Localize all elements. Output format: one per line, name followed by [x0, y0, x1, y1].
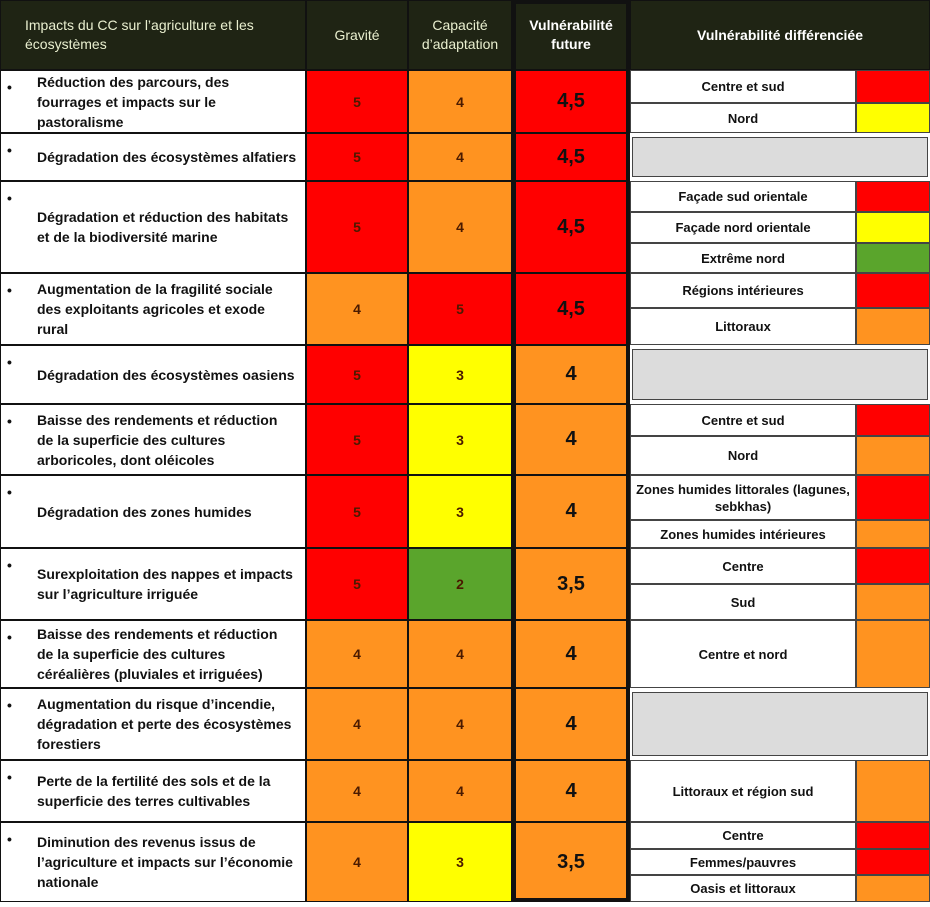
bullet-icon: •	[7, 142, 12, 158]
gravite-cell-text: 4	[353, 854, 361, 870]
impact-text: Réduction des parcours, des fourrages et impacts sur le pastoralisme	[37, 73, 230, 130]
region-label-cell	[630, 620, 856, 688]
capacite-cell	[408, 822, 512, 902]
region-label-cell	[630, 822, 856, 849]
header-vulnerabilite-text: Vulnérabilité future	[529, 17, 613, 52]
region-label-cell-text: Femmes/pauvres	[689, 854, 797, 870]
capacite-cell-text: 3	[456, 503, 464, 520]
vulnerabilite-cell	[512, 620, 630, 688]
region-color-swatch	[856, 620, 930, 688]
gravite-cell	[306, 620, 408, 688]
header-impacts	[0, 0, 306, 70]
bullet-icon: •	[7, 557, 12, 573]
capacite-cell	[408, 273, 512, 345]
vulnerabilite-cell	[512, 760, 630, 822]
header-capacite	[408, 0, 512, 70]
gravite-cell-text: 5	[353, 93, 361, 110]
region-label-cell	[630, 849, 856, 875]
vulnerabilite-cell	[512, 133, 630, 181]
gravite-cell-text: 5	[353, 149, 361, 165]
region-color-swatch	[856, 212, 930, 243]
region-label-cell-text: Zones humides intérieures	[660, 526, 826, 542]
vulnerabilite-cell-text: 4,5	[557, 90, 585, 112]
region-label-cell-text: Zones humides littorales (lagunes, sebkhas)	[636, 481, 850, 514]
region-color-swatch	[856, 760, 930, 822]
capacite-cell	[408, 760, 512, 822]
region-color-swatch	[856, 548, 930, 584]
region-color-swatch	[856, 520, 930, 548]
gravite-cell	[306, 688, 408, 760]
impact-cell	[0, 345, 306, 404]
vulnerabilite-cell	[512, 822, 630, 902]
vulnerabilite-cell	[512, 475, 630, 548]
region-label-cell	[630, 273, 856, 308]
gravite-cell	[306, 345, 408, 404]
region-label-cell-text: Sud	[730, 594, 756, 610]
gravite-cell-text: 5	[353, 219, 361, 235]
gravite-cell	[306, 404, 408, 475]
impact-cell	[0, 760, 306, 822]
gravite-cell	[306, 475, 408, 548]
region-label-cell-text: Littoraux	[715, 319, 771, 334]
region-label-cell	[630, 308, 856, 345]
bullet-icon: •	[7, 354, 12, 370]
capacite-cell	[408, 548, 512, 620]
impact-text: Dégradation et réduction des habitats et de la biodiversité marine	[37, 209, 289, 245]
region-label-cell	[630, 181, 856, 212]
header-differenciee	[630, 0, 930, 70]
region-color-swatch	[856, 475, 930, 520]
region-label-cell-text: Littoraux et région sud	[672, 783, 814, 799]
vulnerabilite-cell	[512, 548, 630, 620]
vulnerabilite-cell-text: 4,5	[557, 145, 585, 168]
header-capacite-text: Capacité d’adaptation	[421, 17, 499, 52]
region-label-cell-text: Centre	[722, 558, 764, 574]
header-gravite	[306, 0, 408, 70]
impact-text: Baisse des rendements et réduction de la superficie des cultures arboricoles, dont oléicoles	[37, 411, 278, 468]
region-label-cell	[630, 475, 856, 520]
impact-text: Perte de la fertilité des sols et de la superficie des terres cultivables	[37, 773, 271, 809]
impact-text: Augmentation du risque d’incendie, dégradation et perte des écosystèmes forestiers	[37, 696, 292, 752]
region-color-swatch	[856, 181, 930, 212]
gravite-cell	[306, 760, 408, 822]
region-color-swatch	[856, 243, 930, 273]
region-color-swatch	[856, 822, 930, 849]
impact-cell	[0, 273, 306, 345]
capacite-cell-text: 4	[456, 783, 464, 799]
gravite-cell	[306, 822, 408, 902]
region-label-cell-text: Régions intérieures	[682, 283, 804, 298]
capacite-cell	[408, 70, 512, 133]
impact-text: Baisse des rendements et réduction de la superficie des cultures céréalières (pluviales et irriguées)	[37, 626, 278, 682]
region-label-cell	[630, 103, 856, 133]
header-vulnerabilite	[512, 0, 630, 70]
bullet-icon: •	[7, 484, 12, 500]
vulnerabilite-cell-text: 3,5	[557, 850, 585, 873]
region-color-swatch	[856, 273, 930, 308]
bullet-icon: •	[7, 769, 12, 785]
capacite-cell	[408, 620, 512, 688]
vulnerabilite-cell-text: 4	[565, 500, 577, 522]
impact-text: Dégradation des écosystèmes oasiens	[37, 366, 295, 383]
gravite-cell	[306, 181, 408, 273]
region-color-swatch	[856, 70, 930, 103]
capacite-cell	[408, 475, 512, 548]
capacite-cell-text: 5	[456, 301, 464, 317]
gravite-cell-text: 5	[353, 431, 361, 448]
impact-cell	[0, 688, 306, 760]
region-label-cell	[630, 436, 856, 475]
impact-cell	[0, 475, 306, 548]
bullet-icon: •	[7, 831, 12, 847]
region-label-cell	[630, 520, 856, 548]
region-label-cell	[630, 548, 856, 584]
bullet-icon: •	[7, 282, 12, 298]
region-label-cell-text: Façade sud orientale	[678, 189, 808, 204]
gravite-cell-text: 4	[353, 646, 361, 662]
vulnerabilite-cell	[512, 688, 630, 760]
vulnerabilite-cell	[512, 345, 630, 404]
capacite-cell-text: 4	[456, 149, 464, 165]
vulnerabilite-cell-text: 4	[565, 428, 577, 450]
impact-cell	[0, 181, 306, 273]
gravite-cell-text: 5	[353, 503, 361, 520]
gravite-cell	[306, 273, 408, 345]
region-color-swatch	[856, 404, 930, 436]
vulnerabilite-cell-text: 4,5	[557, 215, 585, 238]
region-label-cell	[630, 584, 856, 620]
bullet-icon: •	[7, 190, 12, 206]
vulnerabilite-cell	[512, 181, 630, 273]
region-label-cell	[630, 760, 856, 822]
impact-text: Dégradation des zones humides	[37, 503, 252, 520]
region-color-swatch	[856, 436, 930, 475]
capacite-cell-text: 3	[456, 854, 464, 870]
vulnerabilite-cell-text: 4	[565, 712, 577, 735]
gravite-cell	[306, 70, 408, 133]
region-label-cell-text: Centre et sud	[701, 412, 785, 428]
impact-text: Augmentation de la fragilité sociale des exploitants agricoles et exode rural	[37, 281, 273, 337]
region-label-cell-text: Oasis et littoraux	[690, 881, 796, 896]
gravite-cell-text: 4	[353, 716, 361, 732]
region-label-cell	[630, 875, 856, 902]
vulnerabilite-cell-text: 4,5	[557, 297, 585, 320]
region-label-cell	[630, 243, 856, 273]
gravite-cell	[306, 133, 408, 181]
impact-text: Dégradation des écosystèmes alfatiers	[37, 149, 297, 165]
bullet-icon: •	[7, 79, 12, 95]
vulnerabilite-cell	[512, 273, 630, 345]
capacite-cell-text: 4	[456, 219, 464, 235]
impact-cell	[0, 133, 306, 181]
region-label-cell-text: Centre et sud	[701, 79, 785, 94]
region-label-cell	[630, 70, 856, 103]
region-label-cell-text: Nord	[727, 110, 759, 126]
vulnerabilite-cell	[512, 70, 630, 133]
region-label-cell-text: Centre	[722, 828, 764, 843]
no-differentiation-cell	[632, 692, 928, 756]
capacite-cell-text: 4	[456, 716, 464, 732]
vulnerabilite-cell-text: 3,5	[557, 572, 585, 595]
capacite-cell	[408, 404, 512, 475]
region-label-cell-text: Centre et nord	[698, 646, 788, 662]
region-color-swatch	[856, 308, 930, 345]
capacite-cell-text: 2	[456, 576, 464, 592]
vulnerabilite-cell-text: 4	[565, 363, 577, 385]
region-color-swatch	[856, 849, 930, 875]
region-color-swatch	[856, 875, 930, 902]
vulnerabilite-cell-text: 4	[565, 779, 577, 802]
header-differenciee-text: Vulnérabilité différenciée	[697, 26, 863, 43]
capacite-cell-text: 3	[456, 366, 464, 383]
header-impacts-text: Impacts du CC sur l’agriculture et les écosystèmes	[25, 17, 254, 52]
capacite-cell-text: 3	[456, 431, 464, 448]
region-color-swatch	[856, 103, 930, 133]
impact-cell	[0, 620, 306, 688]
capacite-cell	[408, 345, 512, 404]
capacite-cell	[408, 688, 512, 760]
header-gravite-text: Gravité	[334, 26, 380, 43]
vulnerabilite-cell	[512, 404, 630, 475]
capacite-cell	[408, 133, 512, 181]
gravite-cell-text: 4	[353, 301, 361, 317]
impact-cell	[0, 548, 306, 620]
gravite-cell-text: 4	[353, 783, 361, 799]
gravite-cell	[306, 548, 408, 620]
impact-cell	[0, 404, 306, 475]
impact-text: Surexploitation des nappes et impacts sur l’agriculture irriguée	[37, 566, 293, 602]
bullet-icon: •	[7, 697, 12, 713]
region-color-swatch	[856, 584, 930, 620]
bullet-icon: •	[7, 413, 12, 429]
impact-cell	[0, 822, 306, 902]
impact-cell	[0, 70, 306, 133]
region-label-cell	[630, 404, 856, 436]
impact-text: Diminution des revenus issus de l’agriculture et impacts sur l’économie nationale	[37, 834, 293, 890]
region-label-cell-text: Nord	[727, 448, 759, 463]
vulnerabilite-cell-text: 4	[565, 642, 577, 665]
gravite-cell-text: 5	[353, 366, 361, 383]
gravite-cell-text: 5	[353, 576, 361, 592]
region-label-cell-text: Façade nord orientale	[675, 220, 811, 235]
no-differentiation-cell	[632, 137, 928, 177]
region-label-cell-text: Extrême nord	[701, 250, 785, 266]
bullet-icon: •	[7, 629, 12, 645]
capacite-cell	[408, 181, 512, 273]
capacite-cell-text: 4	[456, 93, 464, 110]
capacite-cell-text: 4	[456, 646, 464, 662]
no-differentiation-cell	[632, 349, 928, 400]
region-label-cell	[630, 212, 856, 243]
